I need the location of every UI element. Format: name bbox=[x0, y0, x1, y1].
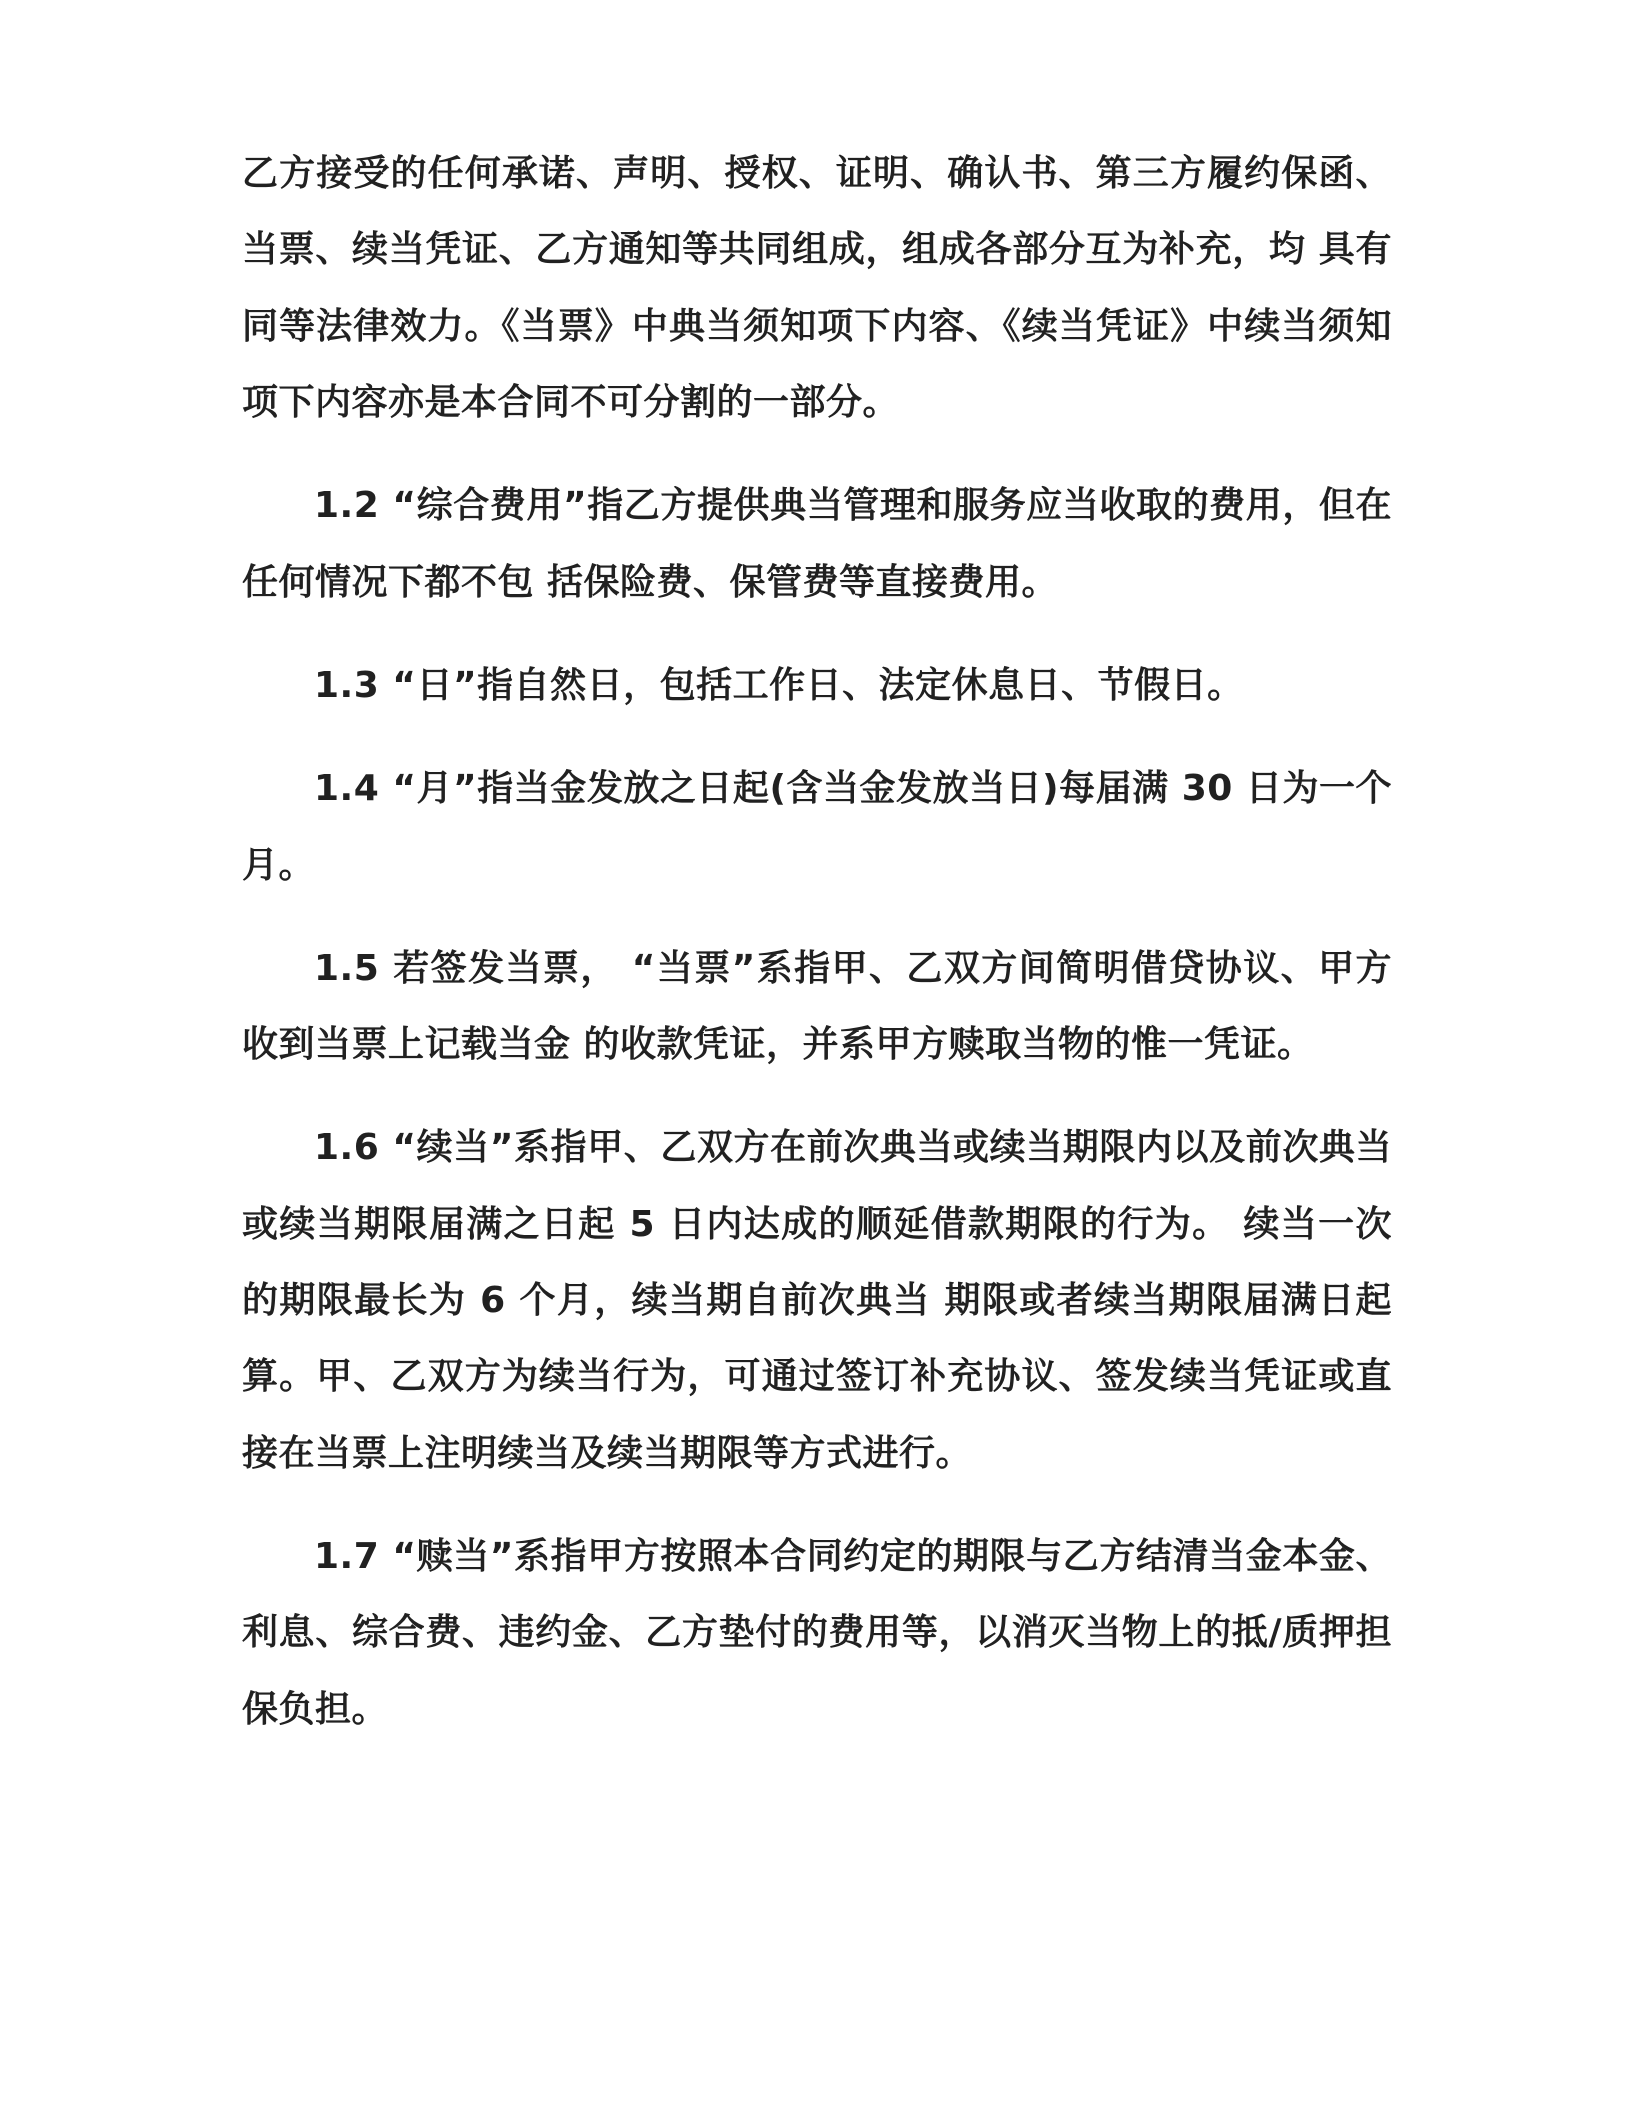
paragraph-clause-1-7: 1.7 “赎当”系指甲方按照本合同约定的期限与乙方结清当金本金、利息、综合费、违约金、乙方垫付的费用等，以消灭当物上的抵/质押担保负担。 bbox=[242, 1536, 1392, 1730]
paragraph-continuation: 乙方接受的任何承诺、声明、授权、证明、确认书、第三方履约保函、当票、续当凭证、乙方通知等共同组成，组成各部分互为补充，均 具有同等法律效力。《当票》中典当须知项下内容、《续当凭证》中续当须知项下内容亦是本合同不可分割的一部分。 bbox=[242, 153, 1392, 423]
paragraph-clause-1-4: 1.4 “月”指当金发放之日起(含当金发放当日)每届满 30 日为一个月。 bbox=[242, 768, 1392, 886]
paragraph-clause-1-3: 1.3 “日”指自然日，包括工作日、法定休息日、节假日。 bbox=[314, 664, 1244, 706]
paragraph-clause-1-5: 1.5 若签发当票， “当票”系指甲、乙双方间简明借贷协议、甲方收到当票上记载当金 的收款凭证，并系甲方赎取当物的惟一凭证。 bbox=[242, 947, 1392, 1066]
paragraph-clause-1-2: 1.2 “综合费用”指乙方提供典当管理和服务应当收取的费用，但在任何情况下都不包 括保险费、保管费等直接费用。 bbox=[242, 485, 1392, 603]
paragraph-clause-1-6: 1.6 “续当”系指甲、乙双方在前次典当或续当期限内以及前次典当或续当期限届满之日起 5 日内达成的顺延借款期限的行为。 续当一次的期限最长为 6 个月，续当期自前次典当 期限或者续当期限届满日起算。甲、乙双方为续当行为，可通过签订补充协议、签发续当凭证或直接在当票上注明续当及续当期限等方式进行。 bbox=[242, 1127, 1392, 1474]
